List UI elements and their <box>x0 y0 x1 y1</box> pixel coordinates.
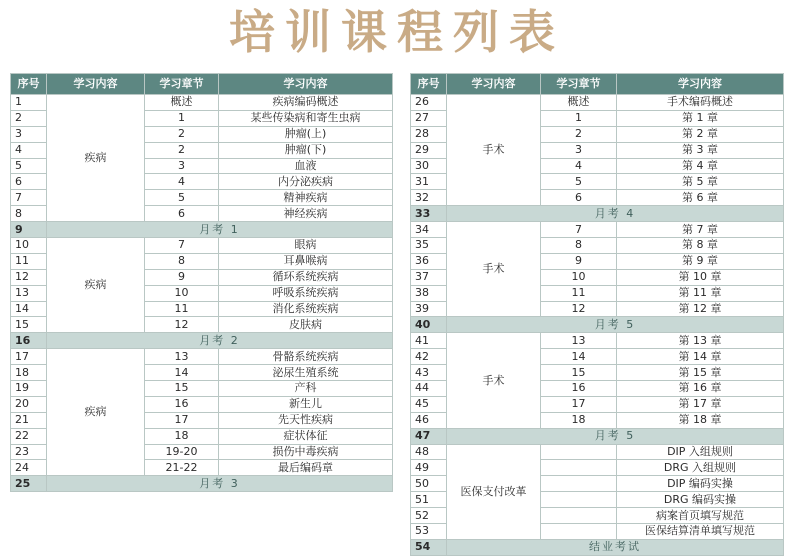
content-cell: 第 6 章 <box>617 190 784 206</box>
exam-label: 月考 5 <box>447 317 784 333</box>
category-cell: 手术 <box>447 95 541 206</box>
row-number: 53 <box>411 524 447 540</box>
category-cell: 手术 <box>447 222 541 317</box>
exam-row <box>411 428 784 444</box>
category-cell: 疾病 <box>47 349 145 476</box>
row-number: 48 <box>411 444 447 460</box>
content-cell: 骨骼系统疾病 <box>219 349 393 365</box>
content-cell: 泌尿生殖系统 <box>219 365 393 381</box>
row-number: 49 <box>411 460 447 476</box>
table-row <box>411 222 784 238</box>
row-number: 18 <box>11 365 47 381</box>
table-header-row <box>11 74 393 95</box>
content-cell: DRG 入组规则 <box>617 460 784 476</box>
content-cell: 产科 <box>219 381 393 397</box>
content-cell: 损伤中毒疾病 <box>219 444 393 460</box>
header-content: 学习内容 <box>617 74 784 95</box>
row-number: 51 <box>411 492 447 508</box>
row-number: 32 <box>411 190 447 206</box>
exam-label: 月考 4 <box>447 206 784 222</box>
chapter-cell: 11 <box>541 285 617 301</box>
chapter-cell <box>541 460 617 476</box>
row-number: 5 <box>11 158 47 174</box>
exam-label: 月考 3 <box>47 476 393 492</box>
row-number: 42 <box>411 349 447 365</box>
exam-row <box>11 333 393 349</box>
header-content: 学习内容 <box>219 74 393 95</box>
chapter-cell: 4 <box>541 158 617 174</box>
content-cell: 肿瘤(下) <box>219 142 393 158</box>
content-cell: 第 7 章 <box>617 222 784 238</box>
chapter-cell: 18 <box>541 412 617 428</box>
content-cell: DRG 编码实操 <box>617 492 784 508</box>
chapter-cell: 8 <box>145 253 219 269</box>
row-number: 39 <box>411 301 447 317</box>
category-cell: 疾病 <box>47 238 145 333</box>
chapter-cell: 17 <box>145 412 219 428</box>
content-cell: 第 9 章 <box>617 253 784 269</box>
row-number: 38 <box>411 285 447 301</box>
row-number: 34 <box>411 222 447 238</box>
content-cell: 第 11 章 <box>617 285 784 301</box>
content-cell: 血液 <box>219 158 393 174</box>
chapter-cell: 16 <box>541 381 617 397</box>
row-number: 30 <box>411 158 447 174</box>
row-number: 43 <box>411 365 447 381</box>
content-cell: 第 5 章 <box>617 174 784 190</box>
row-number: 19 <box>11 381 47 397</box>
exam-row <box>11 476 393 492</box>
chapter-cell: 2 <box>145 126 219 142</box>
category-cell: 手术 <box>447 333 541 428</box>
chapter-cell: 16 <box>145 396 219 412</box>
chapter-cell: 15 <box>541 365 617 381</box>
content-cell: DIP 编码实操 <box>617 476 784 492</box>
chapter-cell: 10 <box>145 285 219 301</box>
chapter-cell: 3 <box>145 158 219 174</box>
chapter-cell: 5 <box>541 174 617 190</box>
header-seq: 序号 <box>411 74 447 95</box>
row-number: 35 <box>411 238 447 254</box>
row-number: 14 <box>11 301 47 317</box>
row-number: 3 <box>11 126 47 142</box>
row-number: 25 <box>11 476 47 492</box>
row-number: 2 <box>11 110 47 126</box>
row-number: 47 <box>411 428 447 444</box>
chapter-cell: 9 <box>145 269 219 285</box>
content-cell: 第 1 章 <box>617 110 784 126</box>
exam-row <box>411 206 784 222</box>
row-number: 40 <box>411 317 447 333</box>
row-number: 15 <box>11 317 47 333</box>
content-cell: 最后编码章 <box>219 460 393 476</box>
exam-label: 月考 2 <box>47 333 393 349</box>
row-number: 22 <box>11 428 47 444</box>
content-cell: 第 14 章 <box>617 349 784 365</box>
row-number: 44 <box>411 381 447 397</box>
row-number: 6 <box>11 174 47 190</box>
content-cell: 第 16 章 <box>617 381 784 397</box>
chapter-cell: 概述 <box>145 95 219 111</box>
chapter-cell <box>541 508 617 524</box>
chapter-cell: 2 <box>541 126 617 142</box>
table-row <box>411 333 784 349</box>
chapter-cell: 2 <box>145 142 219 158</box>
row-number: 12 <box>11 269 47 285</box>
content-cell: 疾病编码概述 <box>219 95 393 111</box>
chapter-cell: 4 <box>145 174 219 190</box>
header-seq: 序号 <box>11 74 47 95</box>
chapter-cell: 17 <box>541 396 617 412</box>
exam-label: 月考 1 <box>47 222 393 238</box>
page-title: 培训课程列表 <box>229 5 565 59</box>
content-cell: DIP 入组规则 <box>617 444 784 460</box>
content-cell: 耳鼻喉病 <box>219 253 393 269</box>
row-number: 41 <box>411 333 447 349</box>
content-cell: 精神疾病 <box>219 190 393 206</box>
content-cell: 皮肤病 <box>219 317 393 333</box>
content-cell: 第 17 章 <box>617 396 784 412</box>
row-number: 46 <box>411 412 447 428</box>
chapter-cell <box>541 444 617 460</box>
row-number: 36 <box>411 253 447 269</box>
row-number: 10 <box>11 238 47 254</box>
chapter-cell: 15 <box>145 381 219 397</box>
chapter-cell <box>541 492 617 508</box>
chapter-cell: 14 <box>541 349 617 365</box>
content-cell: 医保结算清单填写规范 <box>617 524 784 540</box>
chapter-cell: 18 <box>145 428 219 444</box>
content-cell: 症状体征 <box>219 428 393 444</box>
row-number: 13 <box>11 285 47 301</box>
content-cell: 第 3 章 <box>617 142 784 158</box>
header-chapter: 学习章节 <box>541 74 617 95</box>
content-cell: 第 18 章 <box>617 412 784 428</box>
chapter-cell: 8 <box>541 238 617 254</box>
chapter-cell: 19-20 <box>145 444 219 460</box>
content-cell: 眼病 <box>219 238 393 254</box>
row-number: 27 <box>411 110 447 126</box>
row-number: 4 <box>11 142 47 158</box>
content-cell: 手术编码概述 <box>617 95 784 111</box>
header-content-category: 学习内容 <box>47 74 145 95</box>
content-cell: 第 8 章 <box>617 238 784 254</box>
chapter-cell <box>541 524 617 540</box>
exam-label: 月考 5 <box>447 428 784 444</box>
content-cell: 第 13 章 <box>617 333 784 349</box>
exam-row <box>411 317 784 333</box>
chapter-cell: 7 <box>541 222 617 238</box>
content-cell: 某些传染病和寄生虫病 <box>219 110 393 126</box>
chapter-cell: 7 <box>145 238 219 254</box>
table-row <box>411 95 784 111</box>
chapter-cell: 1 <box>145 110 219 126</box>
chapter-cell: 概述 <box>541 95 617 111</box>
content-cell: 肿瘤(上) <box>219 126 393 142</box>
row-number: 20 <box>11 396 47 412</box>
chapter-cell: 12 <box>541 301 617 317</box>
chapter-cell: 13 <box>541 333 617 349</box>
row-number: 11 <box>11 253 47 269</box>
chapter-cell: 9 <box>541 253 617 269</box>
chapter-cell: 12 <box>145 317 219 333</box>
row-number: 9 <box>11 222 47 238</box>
category-cell: 医保支付改革 <box>447 444 541 539</box>
row-number: 37 <box>411 269 447 285</box>
row-number: 54 <box>411 539 447 555</box>
content-cell: 先天性疾病 <box>219 412 393 428</box>
content-cell: 新生儿 <box>219 396 393 412</box>
row-number: 21 <box>11 412 47 428</box>
row-number: 29 <box>411 142 447 158</box>
course-table-left <box>10 73 393 492</box>
table-row <box>11 349 393 365</box>
row-number: 52 <box>411 508 447 524</box>
chapter-cell: 10 <box>541 269 617 285</box>
row-number: 31 <box>411 174 447 190</box>
content-cell: 内分泌疾病 <box>219 174 393 190</box>
content-cell: 神经疾病 <box>219 206 393 222</box>
content-cell: 第 2 章 <box>617 126 784 142</box>
header-content-category: 学习内容 <box>447 74 541 95</box>
content-cell: 消化系统疾病 <box>219 301 393 317</box>
content-cell: 第 15 章 <box>617 365 784 381</box>
chapter-cell: 1 <box>541 110 617 126</box>
table-header-row <box>411 74 784 95</box>
row-number: 24 <box>11 460 47 476</box>
content-cell: 病案首页填写规范 <box>617 508 784 524</box>
row-number: 8 <box>11 206 47 222</box>
content-cell: 第 4 章 <box>617 158 784 174</box>
chapter-cell: 6 <box>541 190 617 206</box>
content-cell: 第 10 章 <box>617 269 784 285</box>
row-number: 7 <box>11 190 47 206</box>
chapter-cell: 21-22 <box>145 460 219 476</box>
chapter-cell <box>541 476 617 492</box>
exam-row <box>411 539 784 555</box>
category-cell: 疾病 <box>47 95 145 222</box>
chapter-cell: 11 <box>145 301 219 317</box>
chapter-cell: 6 <box>145 206 219 222</box>
row-number: 26 <box>411 95 447 111</box>
row-number: 1 <box>11 95 47 111</box>
row-number: 23 <box>11 444 47 460</box>
chapter-cell: 14 <box>145 365 219 381</box>
row-number: 50 <box>411 476 447 492</box>
course-table-right <box>410 73 784 556</box>
row-number: 16 <box>11 333 47 349</box>
exam-label: 结业考试 <box>447 539 784 555</box>
table-row <box>11 238 393 254</box>
exam-row <box>11 222 393 238</box>
chapter-cell: 13 <box>145 349 219 365</box>
table-row <box>11 95 393 111</box>
content-cell: 第 12 章 <box>617 301 784 317</box>
chapter-cell: 3 <box>541 142 617 158</box>
chapter-cell: 5 <box>145 190 219 206</box>
content-cell: 循环系统疾病 <box>219 269 393 285</box>
content-cell: 呼吸系统疾病 <box>219 285 393 301</box>
header-chapter: 学习章节 <box>145 74 219 95</box>
table-row <box>411 444 784 460</box>
row-number: 45 <box>411 396 447 412</box>
row-number: 33 <box>411 206 447 222</box>
row-number: 28 <box>411 126 447 142</box>
row-number: 17 <box>11 349 47 365</box>
